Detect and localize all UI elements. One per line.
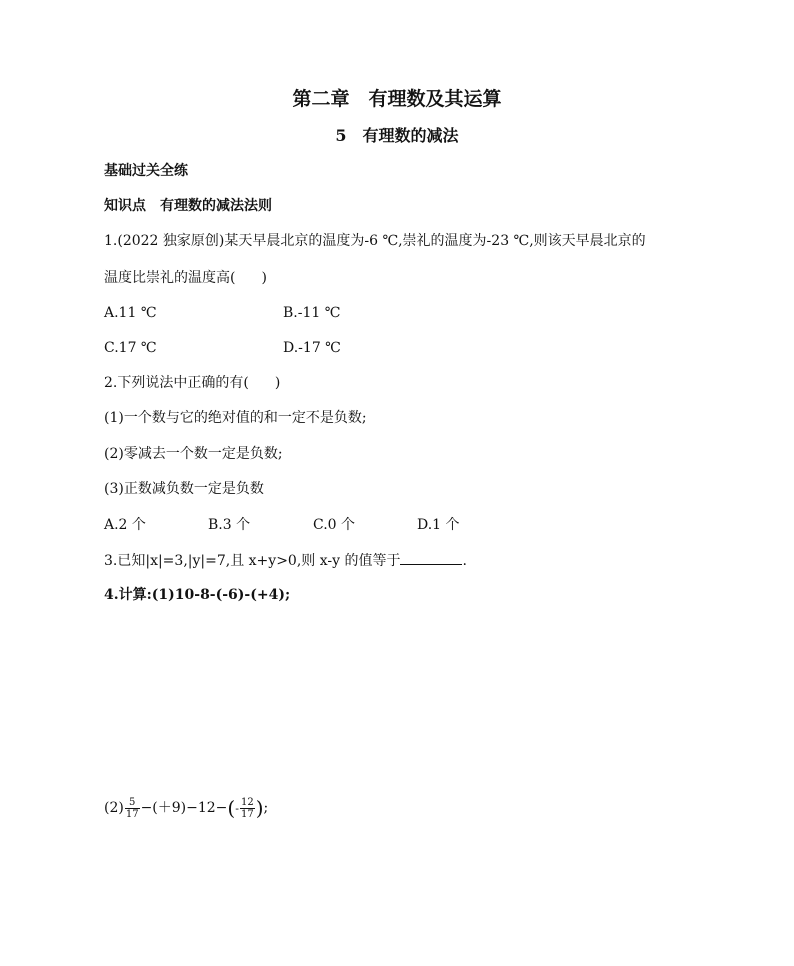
q2-option-c: C.0 个 bbox=[313, 517, 356, 533]
q2-stem-close: ) bbox=[274, 375, 281, 391]
q4-part2-sign: - bbox=[235, 802, 239, 815]
q1-stem-line1: 1.(2022 独家原创)某天早晨北京的温度为-6 ℃,崇礼的温度为-23 ℃,则该天早晨北京的 bbox=[104, 233, 646, 249]
q3-stem bbox=[104, 551, 467, 570]
q1-option-a: A.11 ℃ bbox=[104, 305, 157, 321]
section-title: 5 有理数的减法 bbox=[335, 126, 459, 145]
q2-option-b: B.3 个 bbox=[208, 517, 251, 533]
fraction-1-numerator: 5 bbox=[129, 796, 136, 808]
q4-part2-fraction-2 bbox=[240, 797, 255, 820]
knowledge-point: 知识点 有理数的减法法则 bbox=[104, 198, 272, 214]
q2-option-a: A.2 个 bbox=[104, 517, 146, 533]
q1-stem-line2 bbox=[104, 269, 267, 287]
q2-stem-text: 2.下列说法中正确的有( bbox=[104, 375, 249, 391]
q2-statement-2: (2)零减去一个数一定是负数; bbox=[104, 446, 283, 462]
chapter-title: 第二章 有理数及其运算 bbox=[292, 88, 502, 110]
q4-part2-expression bbox=[104, 796, 268, 821]
section-label: 基础过关全练 bbox=[104, 163, 188, 179]
q3-answer-blank[interactable] bbox=[400, 551, 462, 565]
fraction-2-numerator: 12 bbox=[240, 796, 254, 808]
open-paren: ( bbox=[227, 796, 236, 820]
q3-stem-text: 3.已知|x|=3,|y|=7,且 x+y>0,则 x-y 的值等于 bbox=[104, 553, 401, 569]
q1-option-c: C.17 ℃ bbox=[104, 340, 157, 356]
q2-statement-1: (1)一个数与它的绝对值的和一定不是负数; bbox=[104, 410, 367, 426]
q4-part2-middle: −(＋9)−12− bbox=[140, 800, 228, 816]
q4-stem: 4.计算:(1)10-8-(-6)-(+4); bbox=[104, 587, 291, 603]
q4-part2-tail: ; bbox=[263, 800, 269, 816]
q4-part2-fraction-1 bbox=[125, 797, 140, 820]
q2-stem bbox=[104, 374, 280, 392]
q1-stem-text: 温度比崇礼的温度高( bbox=[104, 270, 236, 286]
q1-stem-close: ) bbox=[261, 270, 267, 286]
close-paren: ) bbox=[255, 796, 264, 820]
fraction-2-denominator: 17 bbox=[240, 808, 254, 820]
fraction-1-denominator: 17 bbox=[125, 808, 139, 820]
q1-option-b: B.-11 ℃ bbox=[283, 305, 341, 321]
q4-part2-label: (2) bbox=[104, 800, 124, 816]
q2-statement-3: (3)正数减负数一定是负数 bbox=[104, 481, 264, 497]
q2-option-d: D.1 个 bbox=[417, 517, 460, 533]
q1-option-d: D.-17 ℃ bbox=[283, 340, 341, 356]
q3-stem-end: . bbox=[462, 553, 467, 569]
